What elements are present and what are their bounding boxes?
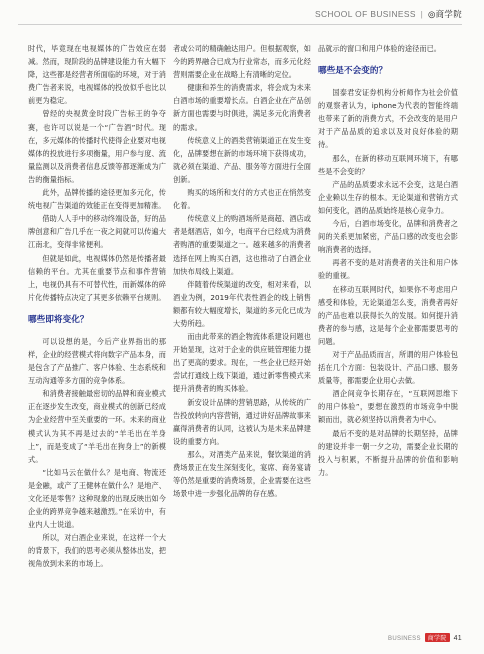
paragraph: 酒企间竞争长期存在，“互联网思维下的用户体验”，要想在激烈的市场竞争中脱颖而出，就必须坚持以消费者为中心。 [318, 389, 458, 425]
paragraph: 再者不变的是对消费者的关注和用户体验的重视。 [318, 258, 458, 281]
paragraph: 所以，对白酒企业来说，在这样一个大的背景下，我们的思考必须从整体出发，把视角放到未来的市场上。 [28, 533, 166, 569]
paragraph: 曾经的央视黄金时段广告标王的争夺赛，也许可以说是一个“广告酒”时代。现在，多元媒体的传播时代使得企业要对电视媒体的投放进行多项衡量，用户参与度、流量监测以及消费者信息反馈等都逐渐成为广告的衡量指标。 [28, 109, 166, 184]
footer-badge: 商学院 [425, 633, 450, 642]
paragraph: 传统意义上的购酒场所是商超、酒店或者是烟酒店，如今，电商平台已经成为消费者购酒的重要渠道之一。越来越多的消费者选择在网上购买白酒，这也推动了白酒企业加快布局线上渠道。 [173, 214, 311, 276]
paragraph: 产品的品质要求永远不会变，这是白酒企业赖以生存的根本。无论渠道和营销方式如何变化，酒的品质始终是核心竞争力。 [318, 179, 458, 215]
paragraph: 可以设想的是，今后产业界指出的那样，企业的经营模式将向数字产品本身，而是包含了产品推广、客户体验、生态系统和互动沟通等多方面的竞争体系。 [28, 336, 166, 386]
paragraph: 而由此带来的酒企物流体系建设问题也开始显现，这对于企业的供应链管理能力提出了更高的要求。现在，一些企业已经开始尝试打通线上线下渠道，通过新零售模式来提升消费者的购买体验。 [173, 332, 311, 394]
page-number: 41 [453, 635, 462, 642]
article-column-3 [318, 42, 458, 479]
paragraph: 健康和养生的消费需求，将会成为未来白酒市场的重要增长点。白酒企业在产品创新方面也需要与时俱进，满足多元化消费者的需求。 [173, 83, 311, 132]
paragraph: “比如马云在做什么？是电商、物流还是金融，或产了王健林在做什么？是地产、文化还是零售？这种现象的出现反映出如今企业的跨界竞争越来越激烈。”在采访中，有业内人士说道。 [28, 467, 166, 530]
article-column-1 [28, 42, 166, 571]
paragraph: 传统意义上的酒类营销渠道正在发生变化，品牌要想在新的市场环境下获得成功，就必须在渠道、产品、服务等方面进行全面创新。 [173, 135, 311, 184]
paragraph: 那么，对酒类产品来说，餐饮渠道的消费场景正在发生深刻变化，宴席、商务宴请等仍然是重要的消费场景，企业需要在这些场景中进一步强化品牌的存在感。 [173, 449, 311, 499]
paragraph: 那么，在新的移动互联网环境下，有哪些是不会变的？ [318, 153, 458, 176]
paragraph: 和消费者接触最密切的品牌和商业模式正在逐步发生改变，商业模式的创新已经成为企业经营中至关重要的一环。未来的商业模式认为其不再是过去的“羊毛出在羊身上”，而是变成了“羊毛出在狗身上”的新模式。 [28, 389, 166, 464]
paragraph: 在移动互联网时代，如果你不考虑用户感受和体验，无论渠道怎么变，消费者再好的产品也难以获得长久的发展。如何提升消费者的参与感，这是每个企业都需要思考的问题。 [318, 284, 458, 346]
section-heading: 哪些即将变化？ [28, 314, 89, 325]
header-separator: | [420, 9, 424, 19]
paragraph: 今后，白酒市场变化，品牌和消费者之间的关系更加紧密，产品口感的改变也会影响消费者的选择。 [318, 219, 458, 255]
article-column-2 [173, 42, 311, 500]
paragraph: 但就是如此，电视媒体仍然是传播者最信赖的平台。尤其在重要节点和事件营销上，电视仍具有不可替代性，而新媒体的碎片化传播特点决定了其更多依赖平台规则。 [28, 253, 166, 302]
section-heading: 哪些是不会变的？ [318, 66, 388, 77]
paragraph: 伴随着传统渠道的改变，相对来看，以酒业为例，2019年代表性酒企的线上销售额都有较大幅度增长，渠道的多元化已成为大势所趋。 [173, 279, 311, 328]
header-rule [18, 24, 462, 25]
paragraph: 者或公司的精确触达用户。但根据观察，如今的跨界融合已成为行业常态，而多元化经营则需要企业在战略上有清晰的定位。 [173, 44, 311, 80]
paragraph: 最后不变的是对品牌的长期坚持，品牌的建设并非一朝一夕之功，需要企业长期的投入与积累，不断提升品牌的价值和影响力。 [318, 428, 458, 477]
section-title-en: SCHOOL OF BUSINESS [315, 9, 416, 19]
section-title-zh: ◎商学院 [427, 9, 462, 19]
paragraph: 购买的场所和支付的方式也正在悄然变化着。 [173, 188, 311, 211]
paragraph: 此外，品牌传播的途径更加多元化，传统电视广告渠道的效能正在变得更加精准。 [28, 188, 166, 211]
paragraph: 新安设计品牌的营销思路，从传统的广告投放转向内容营销，通过讲好品牌故事来赢得消费者的认同，这被认为是未来品牌建设的重要方向。 [173, 397, 311, 446]
section-header [315, 8, 462, 20]
page-footer [388, 633, 462, 642]
paragraph: 品就示的窗口和用户体验的途径而已。 [318, 44, 442, 53]
paragraph: 对于产品品质而言，所谓的用户体验包括在几个方面：包装设计、产品口感、服务质量等，都需要企业用心去做。 [318, 349, 458, 386]
footer-magazine: BUSINESS [388, 636, 421, 642]
paragraph: 时代，毕竟现在电视媒体的广告效应在弱减。然而，现阶段的品牌建设能力有大幅下降，这些都是经营者所面临的环境，对于消费广告者来说，电视媒体的投放似乎也比以前更为稳定。 [28, 44, 166, 106]
paragraph: 借助人人手中的移动终端设备，好的品牌创意和广告几乎在一夜之间就可以传遍大江南北，变得非常便利。 [28, 214, 166, 250]
paragraph: 国泰君安证券机构分析师作为社会价值的观察者认为，iphone为代表的智能终端也带来了新的消费方式，不会改变的是用户对于产品品质的追求以及对良好体验的期待。 [318, 88, 458, 150]
